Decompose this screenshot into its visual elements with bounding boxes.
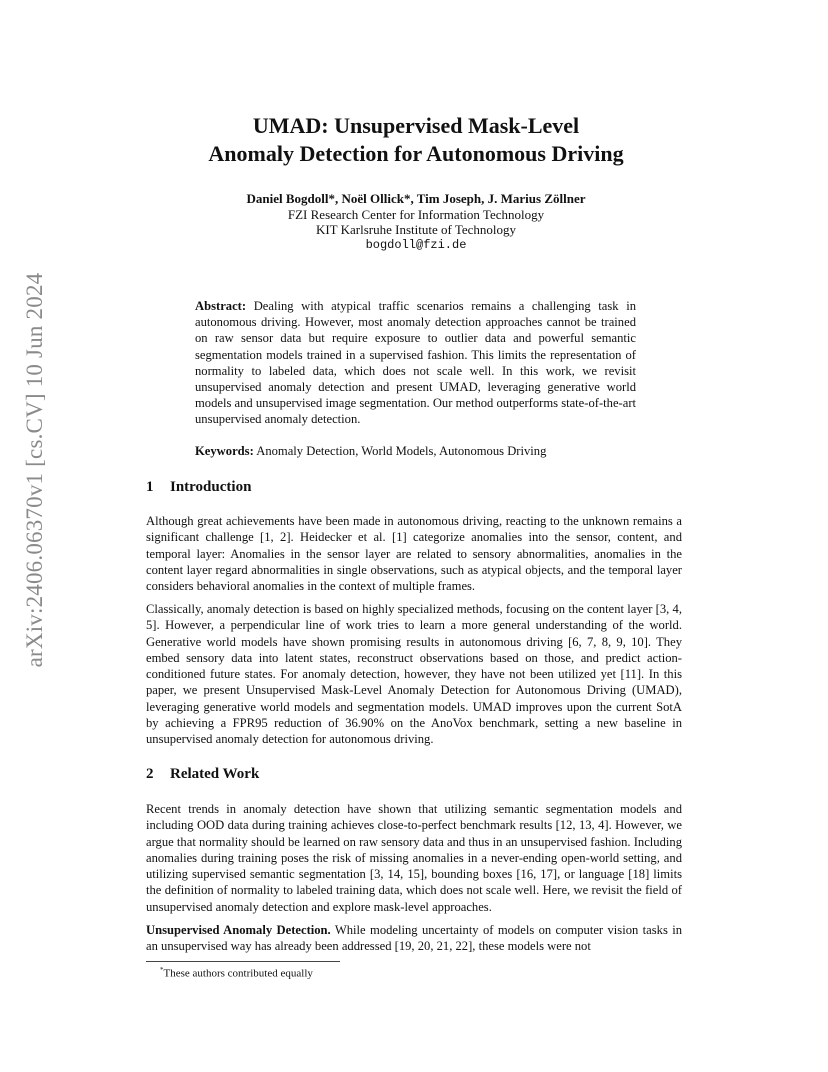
paper-title: [140, 112, 692, 168]
footnote: [160, 966, 313, 980]
related-paragraph-1: Recent trends in anomaly detection have shown that utilizing semantic segmentation models and including OOD data during training achieves close-to-perfect benchmark results [12, 13, 4]. However, we argue that normality should be learned on raw sensory data and thus in an unsupervised fashion. Including anomalies during training poses the risk of missing anomalies in a never-ending open-world setting, and utilizing supervised semantic segmentation [3, 14, 15], bounding boxes [16, 17], or language [18] limits the definition of normality to labeled training data, which does not scale well. Here, we revisit the field of unsupervised anomaly detection and explore mask-level approaches.: [146, 802, 682, 914]
intro-paragraph-2: Classically, anomaly detection is based on highly specialized methods, focusing on the content layer [3, 4, 5]. However, a perpendicular line of work tries to learn a more general understanding of the world. Generative world models have shown promising results in autonomous driving [6, 7, 8, 9, 10]. They embed sensory data into latent states, reconstruct observations based on those, and predict action-conditioned future states. For anomaly detection, however, they have not been utilized yet [11]. In this paper, we present Unsupervised Mask-Level Anomaly Detection for Autonomous Driving (UMAD), leveraging generative world models and segmentation models. UMAD improves upon the current SotA by achieving a FPR95 reduction of 36.90% on the AnoVox benchmark, setting a new baseline in unsupervised anomaly detection for autonomous driving.: [146, 602, 682, 747]
title-line-1: UMAD: Unsupervised Mask-Level: [252, 113, 580, 138]
footnote-text: These authors contributed equally: [163, 967, 313, 980]
author-email: bogdoll@fzi.de: [365, 237, 467, 252]
author-block: [140, 191, 692, 253]
paragraph-heading: Unsupervised Anomaly Detection.: [146, 923, 331, 937]
section-heading-related-work: [146, 766, 259, 783]
paragraph-text: While modeling uncertainty of models on computer vision tasks in an unsupervised way has already been addressed [19, 20, 21, 22], these models were not: [146, 923, 683, 954]
title-line-2: Anomaly Detection for Autonomous Driving: [208, 141, 624, 166]
intro-paragraph-1: Although great achievements have been made in autonomous driving, reacting to the unknown remains a significant challenge [1, 2]. Heidecker et al. [1] categorize anomalies into the sensor, content, and temporal layer: Anomalies in the sensor layer are related to sensory abnormalities, anomalies in the content layer regard abnormalities in single observations, such as atypical objects, and the temporal layer considers behavioral anomalies in the context of multiple frames.: [146, 514, 682, 594]
affiliation-2: KIT Karlsruhe Institute of Technology: [315, 222, 517, 237]
abstract-label: Abstract:: [195, 299, 247, 313]
arxiv-sidebar-stamp: [22, 272, 48, 668]
keywords-label: Keywords:: [195, 444, 254, 458]
keywords: [195, 443, 636, 459]
footnote-mark: *: [160, 966, 164, 974]
keywords-text: Anomaly Detection, World Models, Autonomous Driving: [256, 444, 547, 458]
related-paragraph-2: [146, 922, 682, 955]
section-number: 2: [146, 766, 154, 782]
arxiv-id: arXiv:2406.06370v1 [cs.CV] 10 Jun 2024: [22, 272, 47, 668]
section-title: Related Work: [170, 766, 260, 782]
abstract: [195, 298, 636, 428]
section-number: 1: [146, 479, 154, 495]
section-heading-introduction: [146, 479, 251, 496]
abstract-text: Dealing with atypical traffic scenarios remains a challenging task in autonomous driving. However, most anomaly detection approaches cannot be trained on raw sensor data but require exposure to outlier data and powerful semantic segmentation models trained in a supervised fashion. This limits the representation of normality to labeled data, which does not scale well. In this work, we revisit unsupervised anomaly detection and present UMAD, leveraging generative world models and unsupervised image segmentation. Our method outperforms state-of-the-art unsupervised anomaly detection.: [195, 299, 637, 427]
author-names: Daniel Bogdoll*, Noël Ollick*, Tim Joseph, J. Marius Zöllner: [246, 191, 586, 206]
affiliation-1: FZI Research Center for Information Technology: [287, 206, 545, 222]
footnote-rule: [146, 961, 340, 962]
section-title: Introduction: [170, 479, 252, 495]
